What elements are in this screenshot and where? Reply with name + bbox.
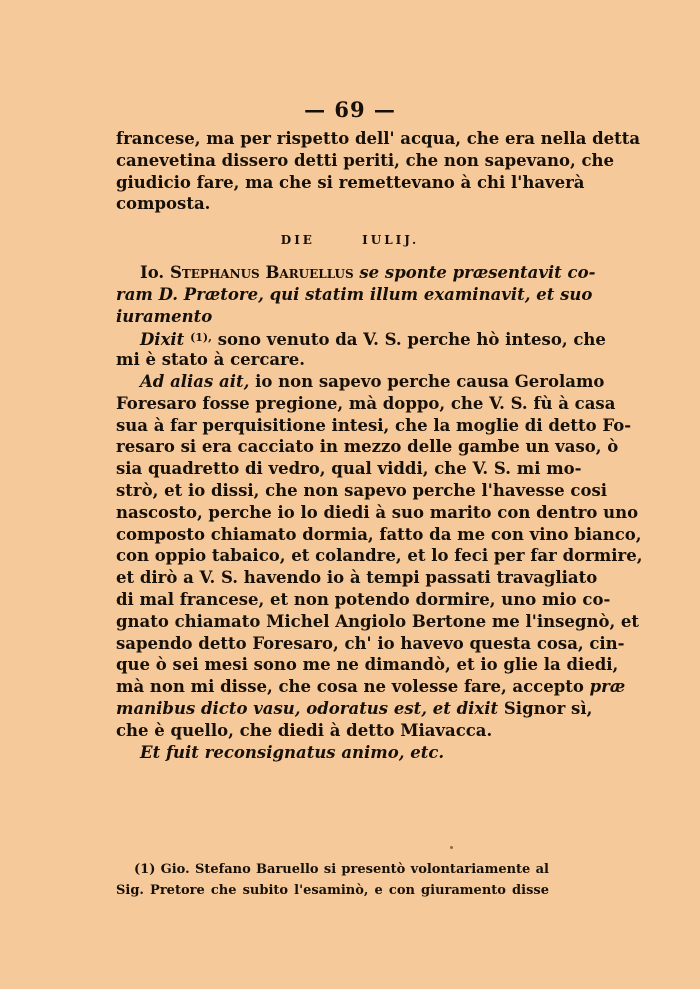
text-line: que ò sei mesi sono me ne dimandò, et io glie la diedi, <box>116 655 619 675</box>
text-line: iuramento <box>116 306 213 326</box>
text-line: gnato chiamato Michel Angiolo Bertone me l'insegnò, et <box>116 611 640 631</box>
footnote-ref: (1), <box>190 331 212 345</box>
ad-alias-word: Ad alias ait, <box>140 371 250 391</box>
continuation-paragraph <box>116 128 641 215</box>
footnote-line <box>116 859 549 880</box>
ink-dot <box>450 846 453 849</box>
text-line: francese, ma per rispetto dell' acqua, che era nella detta <box>116 129 641 148</box>
closing-text: Et fuit reconsignatus animo, etc. <box>140 742 445 762</box>
footnote <box>116 859 549 901</box>
text-line: ram D. Prætore, qui statim illum examinavit, et suo <box>116 284 593 304</box>
text-line: sapendo detto Foresaro, ch' io havevo questa cosa, cin- <box>116 633 625 653</box>
accepto-latin: præ <box>589 677 626 697</box>
text-line: composta. <box>116 194 211 214</box>
footnote-line: Sig. Pretore che subito l'esaminò, e con giuramento disse <box>116 883 549 898</box>
text-line: di mal francese, et non potendo dormire, uno mio co- <box>116 589 611 609</box>
dixit-line <box>116 327 606 350</box>
text-line: et dirò a V. S. havendo io à tempi passati travagliato <box>116 568 598 588</box>
text-line: sia quadretto di vedro, qual viddi, che V. S. mi mo- <box>116 459 582 479</box>
heading-iulij: IULIJ. <box>362 233 420 247</box>
intro-text: se sponte præsentavit co- <box>359 263 596 282</box>
main-text <box>116 262 643 763</box>
section-heading <box>0 233 700 247</box>
text-line: resaro si era cacciato in mezzo delle gambe un vaso, ò <box>116 437 619 457</box>
text-line: che è quello, che diedi à detto Miavacca. <box>116 720 493 740</box>
accepto-text: mà non mi disse, che cosa ne volesse fare, accepto <box>116 677 584 697</box>
footnote-text: (1) Gio. Stefano Baruello si presentò volontariamente al <box>134 862 549 877</box>
manibus-latin: manibus dicto vasu, odoratus est, et dixit <box>116 698 499 718</box>
dixit-text: sono venuto da V. S. perche hò inteso, che <box>217 330 606 350</box>
text-line: sua à far perquisitione intesi, che la moglie di detto Fo- <box>116 415 632 435</box>
text-line: giudicio fare, ma che si remettevano à chi l'haverà <box>116 172 585 192</box>
text-line: strò, et io dissi, che non sapevo perche l'havesse cosi <box>116 480 608 500</box>
heading-die: DIE <box>280 233 315 247</box>
text-line: canevetina dissero detti periti, che non sapevano, che <box>116 150 614 170</box>
manibus-line <box>116 698 593 720</box>
text-line: composto chiamato dormia, fatto da me con vino bianco, <box>116 524 642 544</box>
manibus-text: Signor sì, <box>503 698 593 718</box>
text-line: nascosto, perche io lo diedi à suo marito con dentro uno <box>116 502 639 522</box>
accepto-line <box>116 676 626 698</box>
closing-line <box>116 742 549 764</box>
intro-prefix: Io. <box>140 263 165 282</box>
page-number: — 69 — <box>304 97 396 122</box>
intro-line <box>116 262 596 284</box>
text-line: Foresaro fosse pregione, mà doppo, che V. S. fù à casa <box>116 393 616 413</box>
speaker-name: Stephanus Baruellus <box>169 263 354 282</box>
text-line: mi è stato à cercare. <box>116 350 306 370</box>
dixit-word: Dixit <box>140 330 185 350</box>
ad-alias-text: io non sapevo perche causa Gerolamo <box>255 371 605 391</box>
ad-alias-line <box>116 371 605 393</box>
text-line: con oppio tabaico, et colandre, et lo feci per far dormire, <box>116 546 643 566</box>
